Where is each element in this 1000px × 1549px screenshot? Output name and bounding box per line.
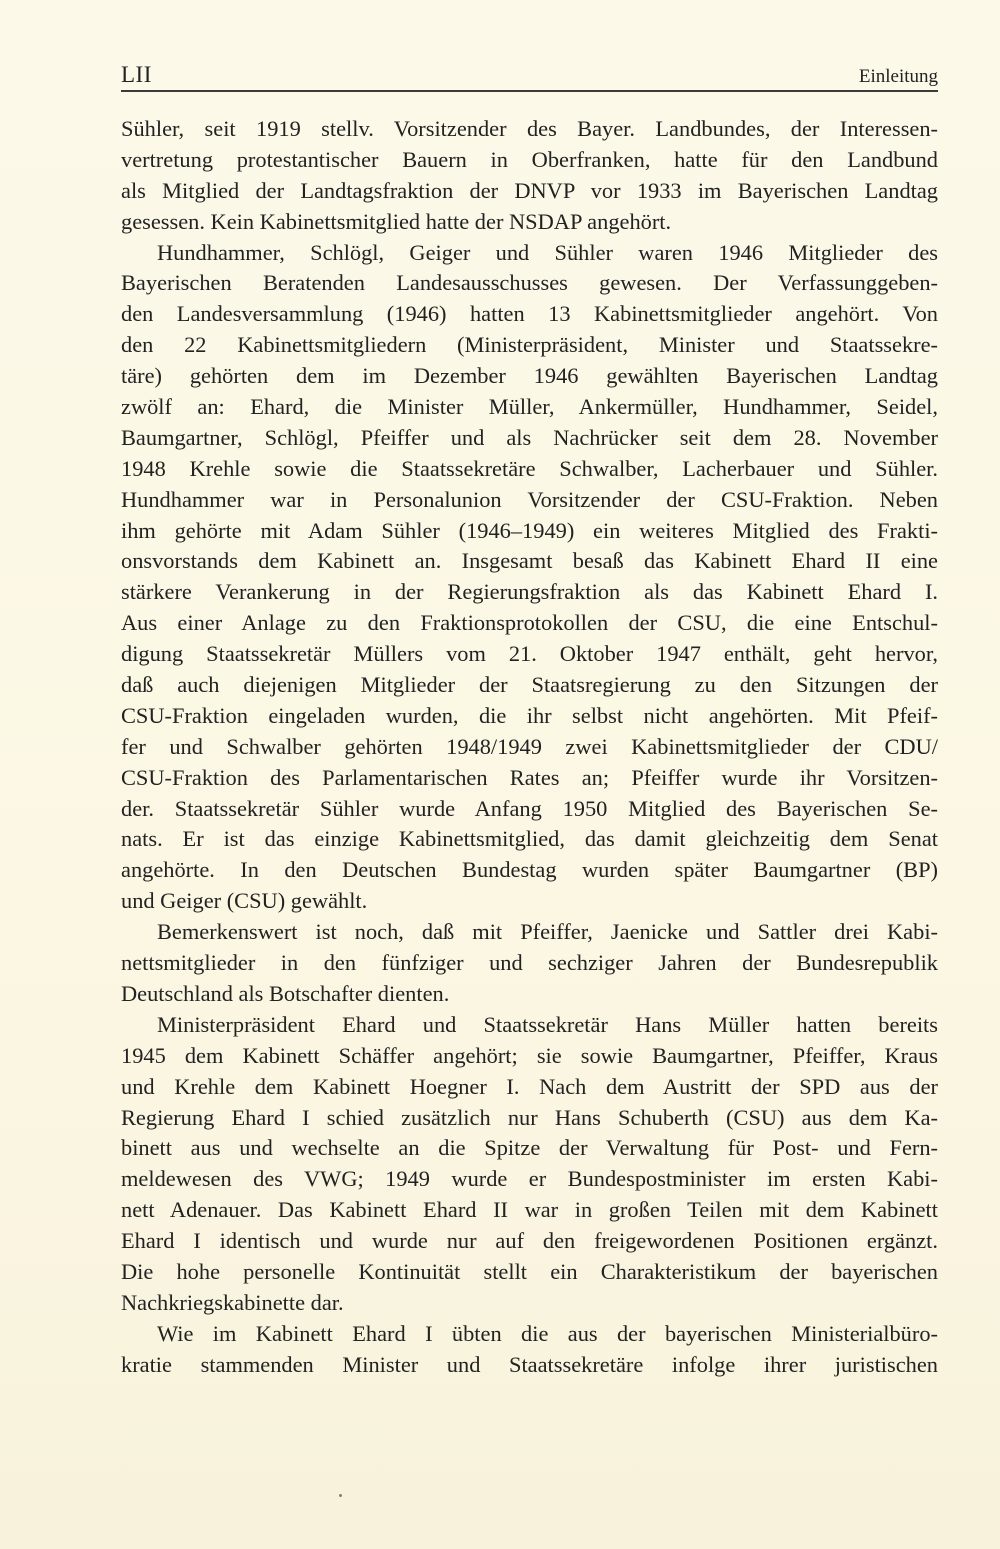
section-title: Einleitung [858, 66, 938, 87]
running-head [121, 52, 938, 92]
paragraph [121, 917, 938, 1010]
text-line: digung Staatssekretär Müllers vom 21. Oktober 1947 enthält, geht hervor, [121, 641, 938, 667]
text-line: Baumgartner, Schlögl, Pfeiffer und als Nachrücker seit dem 28. November [121, 424, 938, 450]
text-line: und Geiger (CSU) gewählt. [121, 888, 368, 914]
text-line: meldewesen des VWG; 1949 wurde er Bundespostminister im ersten Kabi- [121, 1166, 938, 1192]
text-line: 1945 dem Kabinett Schäffer angehört; sie sowie Baumgartner, Pfeiffer, Kraus [121, 1042, 938, 1068]
page-number: LII [121, 62, 152, 87]
text-line: Ministerpräsident Ehard und Staatssekretär Hans Müller hatten bereits [157, 1011, 938, 1037]
text-line: Wie im Kabinett Ehard I übten die aus der bayerischen Ministerialbüro- [157, 1320, 938, 1346]
text-line: zwölf an: Ehard, die Minister Müller, Ankermüller, Hundhammer, Seidel, [121, 394, 938, 420]
text-line: Sühler, seit 1919 stellv. Vorsitzender des Bayer. Landbundes, der Interessen- [121, 116, 938, 141]
text-line: und Krehle dem Kabinett Hoegner I. Nach dem Austritt der SPD aus der [121, 1073, 938, 1099]
paragraph [121, 1010, 938, 1319]
text-line: angehörte. In den Deutschen Bundestag wurden später Baumgartner (BP) [121, 857, 938, 883]
text-line: Hundhammer, Schlögl, Geiger und Sühler waren 1946 Mitglieder des [157, 239, 938, 265]
text-line: Regierung Ehard I schied zusätzlich nur Hans Schuberth (CSU) aus dem Ka- [121, 1104, 938, 1130]
text-line: den Landesversammlung (1946) hatten 13 Kabinettsmitglieder angehört. Von [121, 301, 938, 327]
text-line: fer und Schwalber gehörten 1948/1949 zwei Kabinettsmitglieder der CDU/ [121, 733, 938, 759]
text-line: kratie stammenden Minister und Staatssekretäre infolge ihrer juristischen [121, 1351, 938, 1377]
text-line: nett Adenauer. Das Kabinett Ehard II war in großen Teilen mit dem Kabinett [121, 1197, 938, 1223]
body-text [121, 114, 938, 1381]
text-line: Die hohe personelle Kontinuität stellt ein Charakteristikum der bayerischen [121, 1258, 938, 1284]
text-line: stärkere Verankerung in der Regierungsfraktion als das Kabinett Ehard I. [121, 579, 938, 605]
text-line: gesessen. Kein Kabinettsmitglied hatte der NSDAP angehört. [121, 208, 672, 234]
text-line: nats. Er ist das einzige Kabinettsmitglied, das damit gleichzeitig dem Senat [121, 826, 938, 852]
text-line: vertretung protestantischer Bauern in Oberfranken, hatte für den Landbund [121, 146, 938, 172]
text-line: ihm gehörte mit Adam Sühler (1946–1949) ein weiteres Mitglied des Frakti- [121, 517, 938, 543]
paragraph [121, 238, 938, 918]
text-line: den 22 Kabinettsmitgliedern (Ministerpräsident, Minister und Staatssekre- [121, 332, 938, 358]
text-line: nettsmitglieder in den fünfziger und sechziger Jahren der Bundesrepublik [121, 950, 938, 976]
text-line: Ehard I identisch und wurde nur auf den freigewordenen Positionen ergänzt. [121, 1228, 938, 1254]
text-line: Hundhammer war in Personalunion Vorsitzender der CSU-Fraktion. Neben [121, 486, 938, 512]
text-line: Bayerischen Beratenden Landesausschusses gewesen. Der Verfassunggeben- [121, 270, 938, 296]
text-line: 1948 Krehle sowie die Staatssekretäre Schwalber, Lacherbauer und Sühler. [121, 455, 938, 481]
text-line: CSU-Fraktion eingeladen wurden, die ihr selbst nicht angehörten. Mit Pfeif- [121, 702, 938, 728]
text-line: daß auch diejenigen Mitglieder der Staatsregierung zu den Sitzungen der [121, 672, 938, 698]
text-line: Bemerkenswert ist noch, daß mit Pfeiffer, Jaenicke und Sattler drei Kabi- [157, 919, 938, 945]
text-line: binett aus und wechselte an die Spitze der Verwaltung für Post- und Fern- [121, 1135, 938, 1161]
text-line: CSU-Fraktion des Parlamentarischen Rates an; Pfeiffer wurde ihr Vorsitzen- [121, 764, 938, 790]
text-line: Deutschland als Botschafter dienten. [121, 980, 450, 1006]
text-line: täre) gehörten dem im Dezember 1946 gewählten Bayerischen Landtag [121, 363, 938, 389]
text-line: Nachkriegskabinette dar. [121, 1289, 344, 1315]
paper-speck [339, 1494, 342, 1497]
paragraph [121, 1319, 938, 1381]
text-line: der. Staatssekretär Sühler wurde Anfang 1950 Mitglied des Bayerischen Se- [121, 795, 938, 821]
text-line: Aus einer Anlage zu den Fraktionsprotokollen der CSU, die eine Entschul- [121, 610, 938, 636]
text-line: onsvorstands dem Kabinett an. Insgesamt besaß das Kabinett Ehard II eine [121, 548, 938, 574]
text-line: als Mitglied der Landtagsfraktion der DNVP vor 1933 im Bayerischen Landtag [121, 177, 938, 203]
paragraph [121, 114, 938, 238]
